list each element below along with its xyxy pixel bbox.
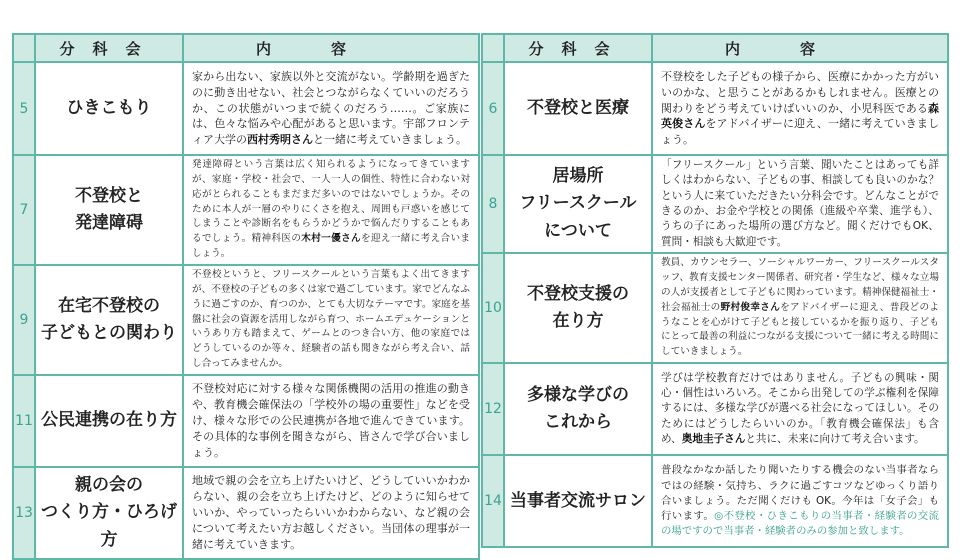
session-description: 地域で親の会を立ち上げたいけど、どうしていいかわからない、親の会を立ち上げたけど、どのように知らせていいか、やっていったらいいかわからない、など親の会について考えたい方お越しください。当団体の理事が一緒に考えていきます。	[183, 467, 479, 559]
session-title: 当事者交流サロン	[504, 455, 652, 547]
advisor-name: 森英俊さん	[661, 101, 939, 131]
session-title: 不登校と 発達障碍	[35, 155, 183, 265]
session-title: 公民連携の在り方	[35, 375, 183, 467]
header-content: 内容	[652, 34, 948, 62]
session-title: 居場所 フリースクール について	[504, 155, 652, 253]
session-description: 「フリースクール」という言葉、聞いたことはあっても詳しくはわからない、子どもの事、相談しても良いのかな？という人に来ていただきたい分科会です。どんなことができるのか、お金や学校との関係（進級や卒業、進学も）、うちの子にあった場所の選び方など。聞くだけでもOK、質問・相談も大歓迎です。	[652, 155, 948, 253]
session-row	[13, 62, 479, 155]
session-row	[482, 62, 948, 155]
session-description: 学びは学校教育だけではありません。子どもの興味・関心・個性はいろいろ。そこから出発しての学ぶ権利を保障するには、多様な学びが選べる社会になってほしい。そのためにはどうしたらいいのか。「教育機会確保法」も含め、奥地圭子さんと共に、未来に向けて考え合います。	[652, 363, 948, 455]
session-number: 7	[13, 155, 35, 265]
session-description: 不登校をした子どもの様子から、医療にかかった方がいいのかな、と思うことがあるかもしれません。医療との関わりをどう考えていけばいいのか、小児科医である森英俊さんをアドバイザーに迎え、一緒に考えていきましょう。	[652, 62, 948, 155]
session-number: 14	[482, 455, 504, 547]
participation-note: ◎不登校・ひきこもりの当事者・経験者の交流の場ですので当事者・経験者のみの参加と致します。	[661, 509, 939, 537]
session-row	[482, 455, 948, 547]
session-title: 不登校と医療	[504, 62, 652, 155]
session-description: 発達障碍という言葉は広く知られるようになってきていますが、家庭・学校・社会で、一人一人の個性、特性に合わない対応がとられることもまだまだ多いのではないでしょうか。そのために本人が一層のやりにくさを抱え、周囲も戸惑いを感じてしまうことや診断名をもらうかどうかで悩んだりすることもあるでしょう。精神科医の木村一優さんを迎え一緒に考え合いましょう。	[183, 155, 479, 265]
session-number: 13	[13, 467, 35, 559]
session-title: 不登校支援の 在り方	[504, 253, 652, 363]
session-title: ひきこもり	[35, 62, 183, 155]
session-title: 多様な学びの これから	[504, 363, 652, 455]
session-description: 普段なかなか話したり聞いたりする機会のない当事者ならではの経験・気持ち、ラクに過ごすコツなどゆっくり語り合いましょう。ただ聞くだけも OK。今年は「女子会」も行います。◎不登校・ひきこもりの当事者・経験者の交流の場ですので当事者・経験者のみの参加と致します。	[652, 455, 948, 547]
session-title: 在宅不登校の 子どもとの関わり	[35, 265, 183, 375]
advisor-name: 西村秀明さん	[247, 133, 313, 147]
session-description: 教員、カウンセラー、ソーシャルワーカー、フリースクールスタッフ、教育支援センター関係者、研究者・学生など、様々な立場の人が支援者として子どもに関わっています。精神保健福祉士・社会福祉士の野村俊幸さんをアドバイザーに迎え、普段どのようなことを心がけて子どもと接しているかを振り返り、子どもにとって最善の利益につながる支援について一緒に考える時間にしていきましょう。	[652, 253, 948, 363]
advisor-name: 奥地圭子さん	[681, 433, 746, 446]
session-row	[13, 265, 479, 375]
session-number: 5	[13, 62, 35, 155]
session-table-right	[481, 33, 949, 548]
session-row	[482, 253, 948, 363]
advisor-name: 木村一優さん	[301, 233, 361, 245]
session-number: 11	[13, 375, 35, 467]
header-content: 内容	[183, 34, 479, 62]
session-row	[482, 155, 948, 253]
session-row	[13, 155, 479, 265]
header-session: 分科会	[504, 34, 652, 62]
header-number-cell	[482, 34, 504, 62]
session-number: 12	[482, 363, 504, 455]
session-description: 不登校対応に対する様々な関係機関の活用の推進の動きや、教育機会確保法の「学校外の場の重要性」などを受け、様々な形での公民連携が各地で進んできています。その具体的な事例を聞きながら、皆さんで学び合いましょう。	[183, 375, 479, 467]
session-row	[13, 375, 479, 467]
session-row	[13, 467, 479, 559]
session-description: 不登校というと、フリースクールという言葉もよく出てきますが、不登校の子どもの多くは家で過ごしています。家でどんなふうに過ごすのか、育つのか、とても大切なテーマです。家庭を基盤に社会の資源を活用しながら育つ、ホームエデュケーションというあり方も踏まえて、ゲームとのつき合い方、他の家庭ではどうしているのか等々、経験者の話も聞きながら考え合い、話し合ってみませんか。	[183, 265, 479, 375]
session-row	[482, 363, 948, 455]
advisor-name: 野村俊幸さん	[720, 301, 781, 313]
session-number: 9	[13, 265, 35, 375]
session-number: 6	[482, 62, 504, 155]
session-number: 10	[482, 253, 504, 363]
header-session: 分科会	[35, 34, 183, 62]
session-title: 親の会の つくり方・ひろげ方	[35, 467, 183, 559]
header-number-cell	[13, 34, 35, 62]
session-table-left	[12, 33, 480, 560]
session-number: 8	[482, 155, 504, 253]
session-description: 家から出ない、家族以外と交流がない。学齢期を過ぎたのに動き出せない、社会とつながらなくていいのだろうか、この状態がいつまで続くのだろう……。ご家族には、色々な悩みや心配があると思います。宇部フロンティア大学の西村秀明さんと一緒に考えていきましょう。	[183, 62, 479, 155]
